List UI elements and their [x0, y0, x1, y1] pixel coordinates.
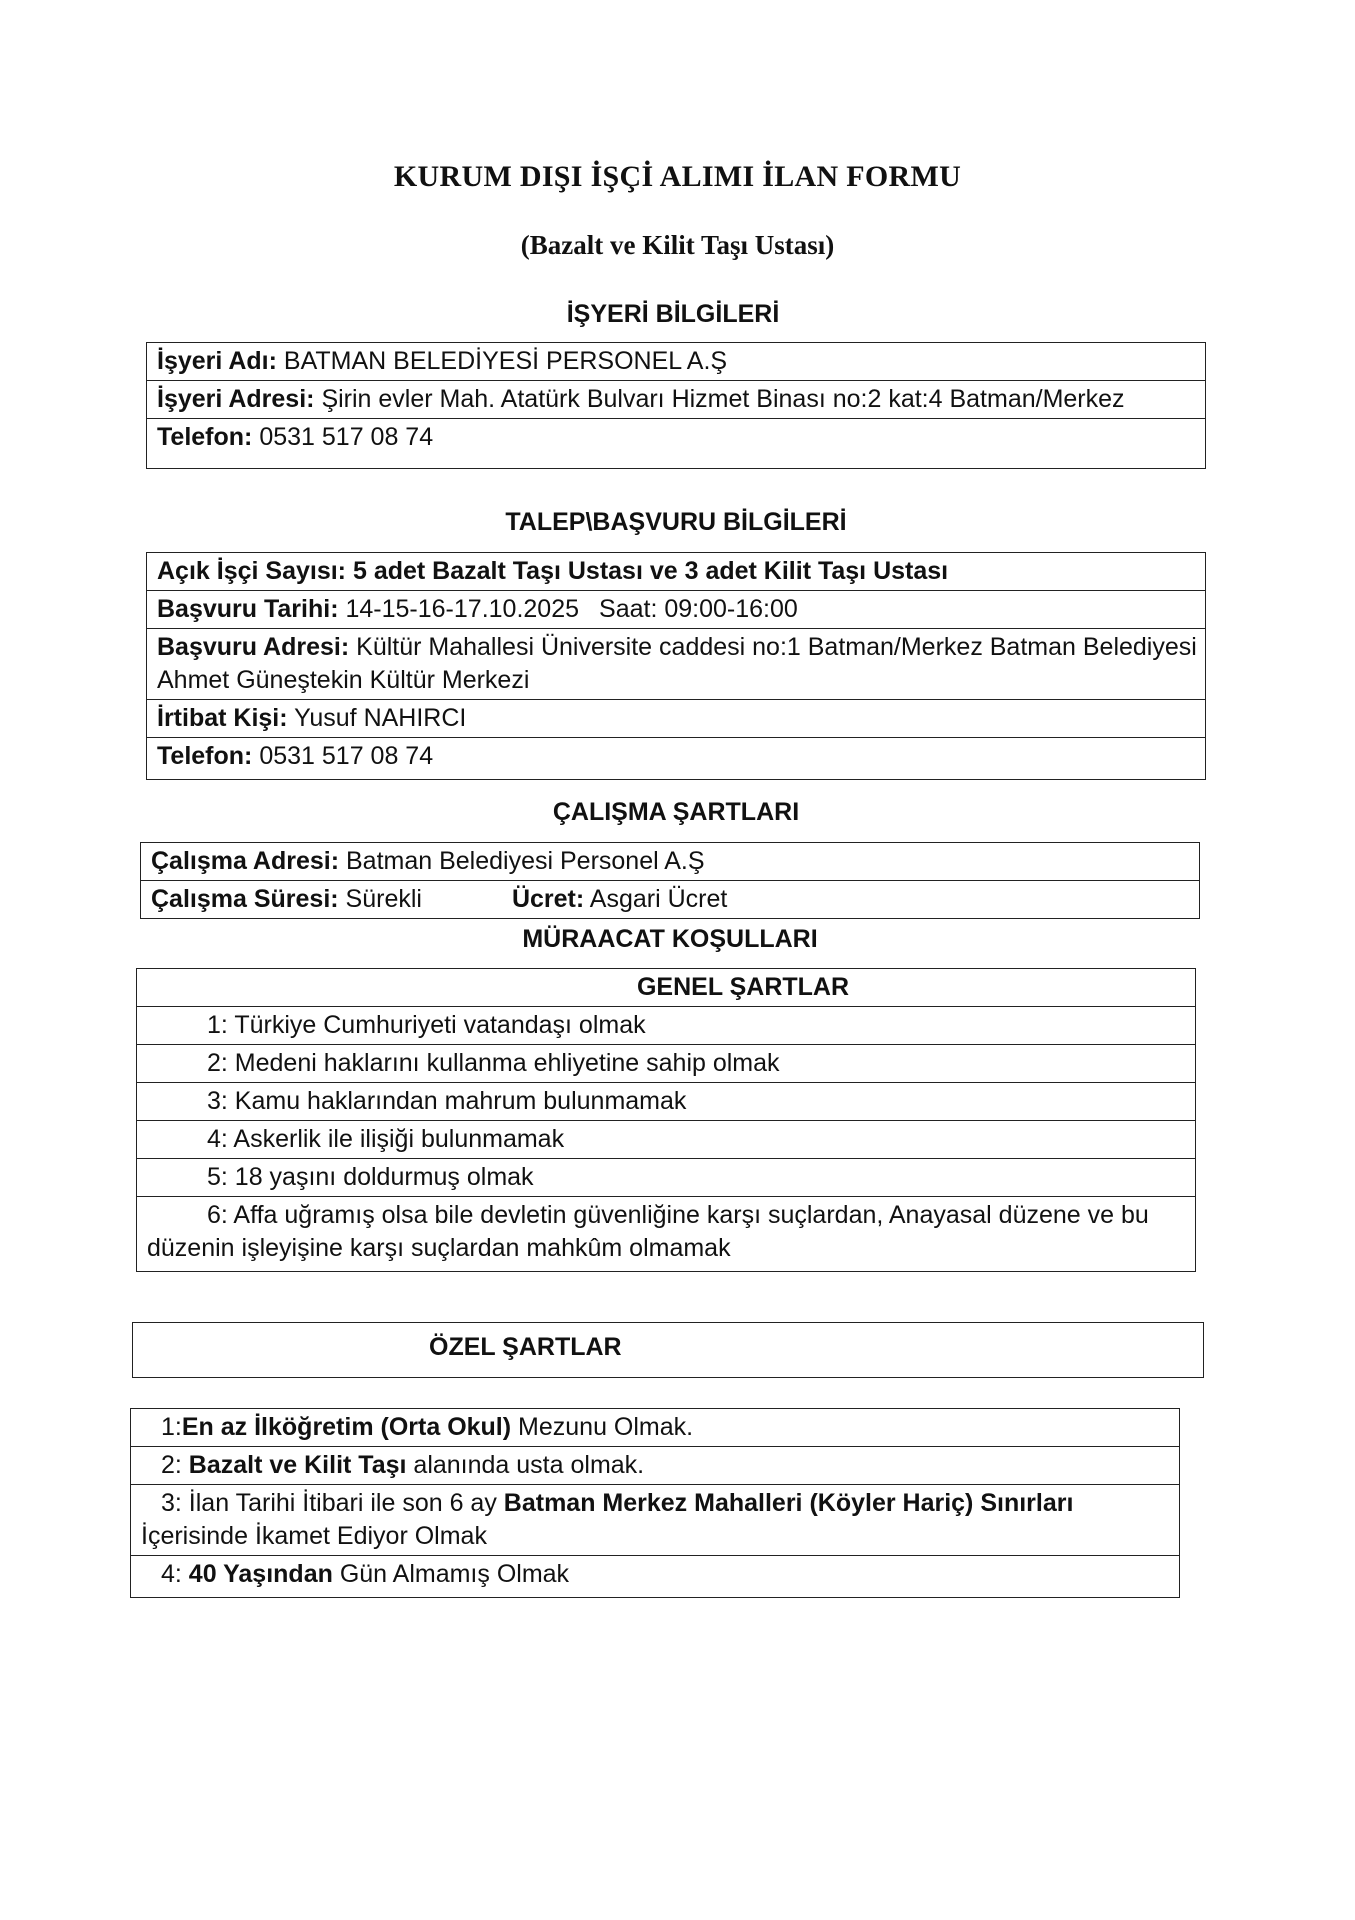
isyeri-phone-label: Telefon: [157, 423, 253, 451]
special-2-text: alanında usta olmak. [406, 1451, 645, 1479]
form-subtitle: (Bazalt ve Kilit Taşı Ustası) [520, 230, 835, 260]
talep-phone-row [147, 738, 1206, 780]
calisma-wage-value: Asgari Ücret [589, 885, 728, 913]
special-3-bold: Batman Merkez Mahalleri (Köyler Hariç) Sınırları [503, 1489, 1074, 1517]
general-item-3: 3: Kamu haklarından mahrum bulunmamak [137, 1083, 1196, 1121]
talep-date-label: Başvuru Tarihi: [157, 595, 339, 623]
muracaat-heading: MÜRAACAT KOŞULLARI [522, 925, 818, 953]
calisma-address-label: Çalışma Adresi: [151, 847, 340, 875]
special-2-bold: Bazalt ve Kilit Taşı [188, 1451, 407, 1479]
talep-contact-value: Yusuf NAHIRCI [294, 704, 467, 732]
isyeri-address-value: Şirin evler Mah. Atatürk Bulvarı Hizmet Binası no:2 kat:4 Batman/Merkez [321, 385, 1125, 413]
calisma-address-row [141, 843, 1200, 881]
talep-address-label: Başvuru Adresi: [157, 633, 350, 661]
general-heading: GENEL ŞARTLAR [137, 969, 1196, 1007]
special-heading: ÖZEL ŞARTLAR [429, 1333, 622, 1361]
talep-address-row [147, 629, 1206, 700]
special-item [131, 1556, 1180, 1598]
general-item [137, 1007, 1196, 1045]
talep-heading: TALEP\BAŞVURU BİLGİLERİ [505, 508, 847, 536]
talep-contact-row [147, 700, 1206, 738]
isyeri-address-row [147, 381, 1206, 419]
talep-table [146, 552, 1206, 780]
special-item-1 [131, 1409, 1180, 1447]
isyeri-table [146, 342, 1206, 469]
special-1-num: 1: [161, 1413, 182, 1441]
general-heading-row [137, 969, 1196, 1007]
general-item [137, 1045, 1196, 1083]
calisma-duration-value: Sürekli [345, 885, 422, 913]
general-item-1: 1: Türkiye Cumhuriyeti vatandaşı olmak [137, 1007, 1196, 1045]
general-item [137, 1083, 1196, 1121]
calisma-duration-label: Çalışma Süresi: [151, 885, 339, 913]
talep-open-row [147, 553, 1206, 591]
special-item-4 [131, 1556, 1180, 1598]
form-title: KURUM DIŞI İŞÇİ ALIMI İLAN FORMU [393, 160, 962, 193]
isyeri-name-value: BATMAN BELEDİYESİ PERSONEL A.Ş [283, 347, 728, 375]
special-1-text: Mezunu Olmak. [511, 1413, 694, 1441]
general-item [137, 1159, 1196, 1197]
special-2-num: 2: [161, 1451, 189, 1479]
talep-open-value: 5 adet Bazalt Taşı Ustası ve 3 adet Kilit Taşı Ustası [352, 557, 949, 585]
special-item [131, 1409, 1180, 1447]
calisma-wage-label: Ücret: [511, 885, 585, 913]
special-1-bold: En az İlköğretim (Orta Okul) [181, 1413, 512, 1441]
special-item [131, 1447, 1180, 1485]
talep-address-value: Kültür Mahallesi Üniversite caddesi no:1 Batman/Merkez Batman Belediyesi Ahmet Güneştekin Kültür Merkezi [157, 633, 1197, 694]
isyeri-heading: İŞYERİ BİLGİLERİ [566, 300, 780, 328]
calisma-address-value: Batman Belediyesi Personel A.Ş [346, 847, 705, 875]
special-table [130, 1408, 1180, 1598]
talep-date-value: 14-15-16-17.10.2025 [345, 595, 580, 623]
calisma-table [140, 842, 1200, 919]
general-item-6: 6: Affa uğramış olsa bile devletin güvenliğine karşı suçlardan, Anayasal düzene ve bu düzenin işleyişine karşı suçlardan mahkûm olmamak [137, 1197, 1196, 1272]
special-item-3 [131, 1485, 1180, 1556]
talep-contact-label: İrtibat Kişi: [157, 704, 288, 732]
special-3-text: İçerisinde İkamet Ediyor Olmak [141, 1522, 487, 1550]
isyeri-phone-row [147, 419, 1206, 469]
special-item-2 [131, 1447, 1180, 1485]
isyeri-address-label: İşyeri Adresi: [157, 385, 315, 413]
talep-open-label: Açık İşçi Sayısı: [157, 557, 347, 585]
isyeri-name-label: İşyeri Adı: [157, 347, 277, 375]
special-4-num: 4: [161, 1560, 189, 1588]
general-item-4: 4: Askerlik ile ilişiği bulunmamak [137, 1121, 1196, 1159]
general-item-2: 2: Medeni haklarını kullanma ehliyetine sahip olmak [137, 1045, 1196, 1083]
isyeri-phone-value: 0531 517 08 74 [259, 423, 434, 451]
special-item [131, 1485, 1180, 1556]
talep-time-value: Saat: 09:00-16:00 [599, 595, 798, 623]
special-4-bold: 40 Yaşından [188, 1560, 333, 1588]
talep-phone-value: 0531 517 08 74 [259, 742, 434, 770]
calisma-heading: ÇALIŞMA ŞARTLARI [552, 798, 800, 826]
isyeri-name-row [147, 343, 1206, 381]
general-item [137, 1197, 1196, 1272]
special-4-text: Gün Almamış Olmak [332, 1560, 570, 1588]
general-item [137, 1121, 1196, 1159]
talep-date-row [147, 591, 1206, 629]
calisma-duration-row [141, 881, 1200, 919]
special-3-num: 3: İlan Tarihi İtibari ile son 6 ay [161, 1489, 504, 1517]
talep-phone-label: Telefon: [157, 742, 253, 770]
general-table [136, 968, 1196, 1272]
special-heading-box [132, 1322, 1204, 1378]
general-item-5: 5: 18 yaşını doldurmuş olmak [137, 1159, 1196, 1197]
